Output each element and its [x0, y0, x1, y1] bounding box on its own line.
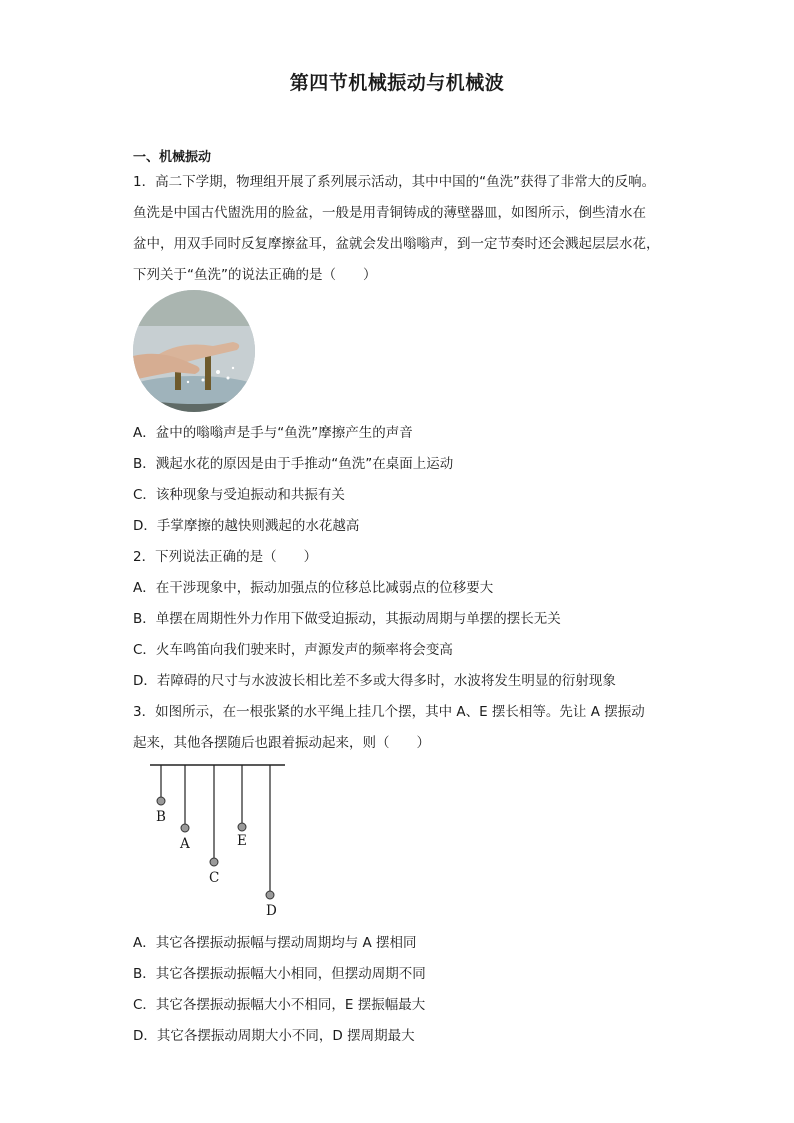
q3-option-d: D．其它各摆振动周期大小不同，D 摆周期最大: [133, 1028, 415, 1044]
q1-option-b: B．溅起水花的原因是由于手推动“鱼洗”在桌面上运动: [133, 456, 454, 472]
q1-stem-line: 鱼洗是中国古代盥洗用的脸盆，一般是用青铜铸成的薄壁器皿，如图所示，倒些清水在: [133, 205, 646, 221]
pendulum-label-b: B: [156, 809, 166, 825]
pendulum-bob-c: [210, 858, 218, 866]
pendulum-label-e: E: [237, 833, 247, 849]
pendulum-bob-a: [181, 824, 189, 832]
q3-stem-line: 起来，其他各摆随后也跟着振动起来，则（ ）: [133, 735, 430, 751]
q2-option-a: A．在干涉现象中，振动加强点的位移总比减弱点的位移要大: [133, 580, 494, 596]
q1-stem-line: 盆中，用双手同时反复摩擦盆耳，盆就会发出嗡嗡声，到一定节奏时还会溅起层层水花，: [133, 236, 660, 252]
q3-option-c: C．其它各摆振动振幅大小不相同，E 摆振幅最大: [133, 997, 426, 1013]
q1-option-a: A．盆中的嗡嗡声是手与“鱼洗”摩擦产生的声音: [133, 425, 413, 441]
pendulum-label-d: D: [266, 903, 277, 919]
q2-stem: 2．下列说法正确的是（ ）: [133, 549, 318, 565]
q1-stem-line: 1．高二下学期，物理组开展了系列展示活动，其中中国的“鱼洗”获得了非常大的反响。: [133, 174, 656, 190]
pendulum-diagram: [140, 755, 300, 920]
pendulum-bob-b: [157, 797, 165, 805]
q3-option-a: A．其它各摆振动振幅与摆动周期均与 A 摆相同: [133, 935, 417, 951]
q3-option-b: B．其它各摆振动振幅大小相同，但摆动周期不同: [133, 966, 426, 982]
pendulum-bob-e: [238, 823, 246, 831]
pendulum-bob-d: [266, 891, 274, 899]
fish-basin-photo: [133, 290, 255, 412]
q1-option-d: D．手掌摩擦的越快则溅起的水花越高: [133, 518, 360, 534]
q2-option-d: D．若障碍的尺寸与水波波长相比差不多或大得多时，水波将发生明显的衍射现象: [133, 673, 616, 689]
pendulum-label-c: C: [209, 870, 220, 886]
q1-option-c: C．该种现象与受迫振动和共振有关: [133, 487, 345, 503]
pendulum-label-a: A: [180, 836, 190, 852]
q2-option-b: B．单摆在周期性外力作用下做受迫振动，其振动周期与单摆的摆长无关: [133, 611, 561, 627]
q3-stem-line: 3．如图所示，在一根张紧的水平绳上挂几个摆，其中 A、E 摆长相等。先让 A 摆振动: [133, 704, 645, 720]
q1-stem-line: 下列关于“鱼洗”的说法正确的是（ ）: [133, 267, 377, 283]
page-title: 第四节机械振动与机械波: [289, 72, 505, 94]
q2-option-c: C．火车鸣笛向我们驶来时，声源发声的频率将会变高: [133, 642, 453, 658]
section-heading: 一、机械振动: [133, 150, 212, 165]
